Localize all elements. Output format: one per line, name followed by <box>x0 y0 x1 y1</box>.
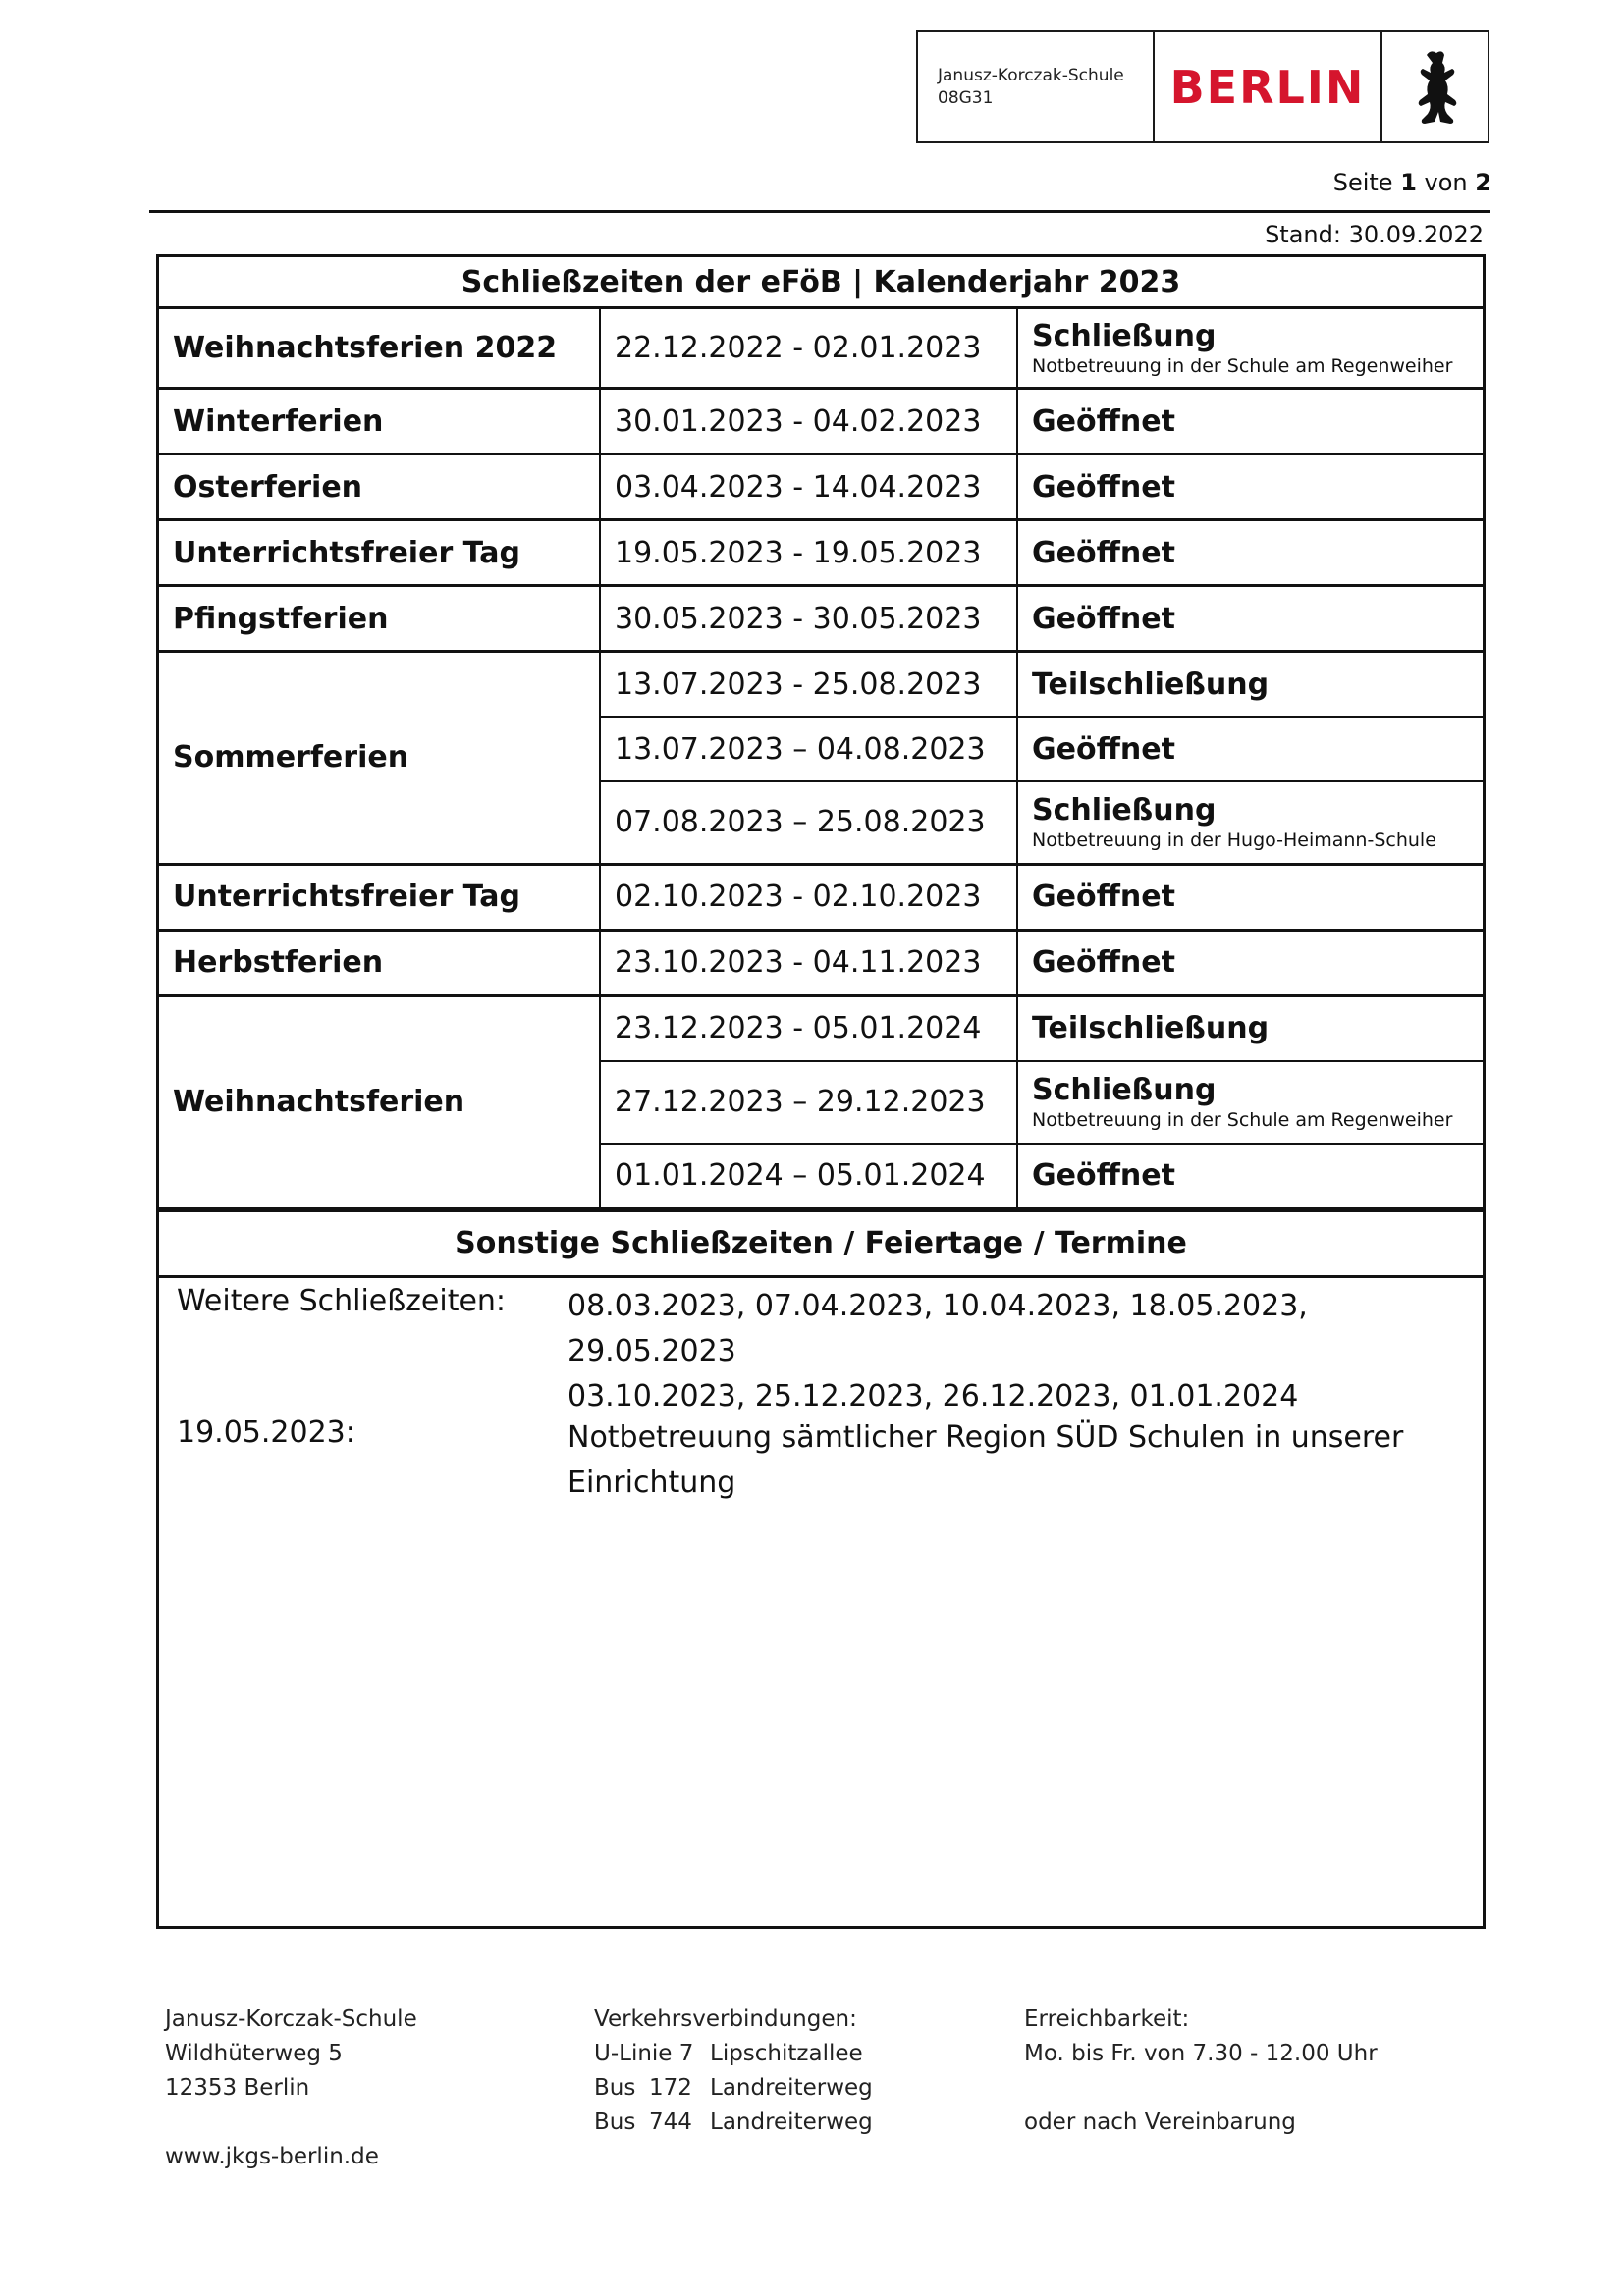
footer-transport <box>594 2002 873 2140</box>
transport-stop: Landreiterweg <box>710 2075 873 2101</box>
other-section-title: Sonstige Schließzeiten / Feiertage / Termine <box>159 1209 1483 1278</box>
row-dates: 13.07.2023 – 04.08.2023 <box>600 717 1017 781</box>
berlin-wordmark: BERLIN <box>1155 32 1382 141</box>
row-dates: 30.05.2023 - 30.05.2023 <box>600 586 1017 652</box>
divider <box>149 210 1490 213</box>
row-status: Geöffnet <box>1017 520 1483 586</box>
reach-line: Mo. bis Fr. von 7.30 - 12.00 Uhr <box>1024 2041 1378 2066</box>
berlin-bear-icon <box>1382 32 1488 141</box>
row-name: Osterferien <box>159 454 600 520</box>
row-status: Geöffnet <box>1017 864 1483 930</box>
row-dates: 22.12.2022 - 02.01.2023 <box>600 308 1017 389</box>
other-item-line: 08.03.2023, 07.04.2023, 10.04.2023, 18.05.2023, 29.05.2023 <box>568 1288 1308 1368</box>
row-name: Pfingstferien <box>159 586 600 652</box>
transport-line: 172 <box>649 2075 692 2101</box>
transport-mode: Bus <box>594 2075 636 2101</box>
footer-address <box>165 2002 417 2174</box>
transport-line: 744 <box>649 2109 692 2135</box>
row-status <box>1017 1061 1483 1144</box>
other-item-line: Notbetreuung sämtlicher Region SÜD Schulen in unserer <box>568 1419 1404 1455</box>
footer-line: Wildhüterweg 5 <box>165 2041 343 2066</box>
row-dates: 30.01.2023 - 04.02.2023 <box>600 389 1017 454</box>
table-row <box>159 864 1483 930</box>
transport-stop: Lipschitzallee <box>710 2041 863 2066</box>
school-code: 08G31 <box>938 87 994 108</box>
row-name: Weihnachtsferien 2022 <box>159 308 600 389</box>
row-status: Geöffnet <box>1017 454 1483 520</box>
row-dates: 03.04.2023 - 14.04.2023 <box>600 454 1017 520</box>
status-text: Schließung <box>1032 793 1217 828</box>
table-row <box>159 520 1483 586</box>
row-dates: 01.01.2024 – 05.01.2024 <box>600 1144 1017 1208</box>
other-item-line: Einrichtung <box>568 1465 736 1500</box>
row-status <box>1017 308 1483 389</box>
row-status: Geöffnet <box>1017 586 1483 652</box>
status-text: Schließung <box>1032 319 1217 353</box>
other-item-values <box>568 1415 1403 1506</box>
row-dates: 23.12.2023 - 05.01.2024 <box>600 995 1017 1061</box>
row-name: Sommerferien <box>159 652 600 865</box>
row-status <box>1017 781 1483 864</box>
row-status: Geöffnet <box>1017 1144 1483 1208</box>
row-name: Unterrichtsfreier Tag <box>159 864 600 930</box>
row-name: Unterrichtsfreier Tag <box>159 520 600 586</box>
row-status: Geöffnet <box>1017 717 1483 781</box>
transport-row <box>594 2106 873 2140</box>
table-row <box>159 389 1483 454</box>
row-status: Geöffnet <box>1017 930 1483 995</box>
status-note: Notbetreuung in der Hugo-Heimann-Schule <box>1032 829 1436 852</box>
table-title-row <box>159 257 1483 308</box>
reach-line <box>1024 2071 1378 2106</box>
transport-stop: Landreiterweg <box>710 2109 873 2135</box>
row-dates: 07.08.2023 – 25.08.2023 <box>600 781 1017 864</box>
table-row <box>159 308 1483 389</box>
other-item-line: 03.10.2023, 25.12.2023, 26.12.2023, 01.01.2024 <box>568 1378 1299 1414</box>
status-text: Schließung <box>1032 1073 1217 1107</box>
reach-line: oder nach Vereinbarung <box>1024 2109 1296 2135</box>
table-row <box>159 586 1483 652</box>
reach-title: Erreichbarkeit: <box>1024 2006 1190 2032</box>
row-name: Weihnachtsferien <box>159 995 600 1208</box>
table-row <box>159 652 1483 718</box>
transport-row <box>594 2071 873 2106</box>
school-id-block <box>918 32 1155 141</box>
other-item-values <box>568 1284 1473 1419</box>
page-of-label: von <box>1424 169 1468 196</box>
footer-line: Janusz-Korczak-Schule <box>165 2006 417 2032</box>
row-dates: 02.10.2023 - 02.10.2023 <box>600 864 1017 930</box>
stand-date: Stand: 30.09.2022 <box>1265 221 1484 248</box>
transport-mode: Bus <box>594 2109 636 2135</box>
other-item-label: 19.05.2023: <box>177 1415 355 1450</box>
schedule-table <box>159 257 1483 1209</box>
schedule-frame <box>156 254 1486 1929</box>
row-dates: 13.07.2023 - 25.08.2023 <box>600 652 1017 718</box>
table-row <box>159 454 1483 520</box>
row-status: Geöffnet <box>1017 389 1483 454</box>
row-dates: 27.12.2023 – 29.12.2023 <box>600 1061 1017 1144</box>
row-name: Herbstferien <box>159 930 600 995</box>
footer-line <box>165 2106 417 2140</box>
other-item-label: Weitere Schließzeiten: <box>177 1283 507 1318</box>
page-label: Seite <box>1332 169 1393 196</box>
page-total: 2 <box>1475 169 1491 196</box>
table-row <box>159 930 1483 995</box>
footer-reachability <box>1024 2002 1378 2140</box>
row-name: Winterferien <box>159 389 600 454</box>
row-dates: 23.10.2023 - 04.11.2023 <box>600 930 1017 995</box>
page-current: 1 <box>1400 169 1417 196</box>
row-status: Teilschließung <box>1017 995 1483 1061</box>
page-indicator <box>1333 169 1491 196</box>
row-status: Teilschließung <box>1017 652 1483 718</box>
website-link[interactable]: www.jkgs-berlin.de <box>165 2144 379 2169</box>
transport-mode: U-Linie 7 <box>594 2041 694 2066</box>
table-title: Schließzeiten der eFöB | Kalenderjahr 2023 <box>159 257 1483 308</box>
school-name: Janusz-Korczak-Schule <box>938 65 1124 85</box>
transport-title: Verkehrsverbindungen: <box>594 2006 857 2032</box>
table-row <box>159 995 1483 1061</box>
status-note: Notbetreuung in der Schule am Regenweiher <box>1032 1109 1453 1131</box>
header-logo-box <box>916 30 1489 143</box>
row-dates: 19.05.2023 - 19.05.2023 <box>600 520 1017 586</box>
footer-line: 12353 Berlin <box>165 2075 310 2101</box>
status-note: Notbetreuung in der Schule am Regenweiher <box>1032 355 1453 377</box>
transport-row <box>594 2037 873 2071</box>
